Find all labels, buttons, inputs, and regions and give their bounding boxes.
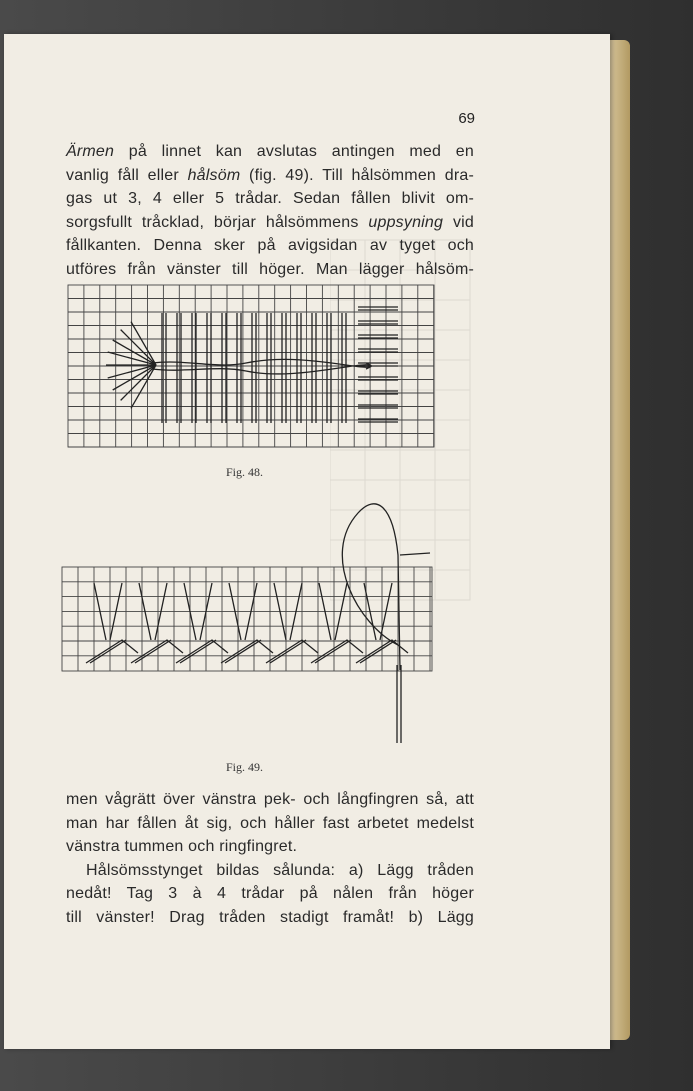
text-line bbox=[66, 164, 474, 188]
figure-48-caption: Fig. 48. bbox=[226, 465, 264, 479]
text-line bbox=[66, 211, 474, 235]
text-line: man har fållen åt sig, och håller fast arbetet medelst bbox=[66, 814, 474, 832]
text-run: vanlig fåll eller bbox=[66, 166, 188, 184]
text-line: vänstra tummen och ringfingret. bbox=[66, 838, 298, 855]
text-line bbox=[66, 187, 474, 211]
text-line bbox=[66, 140, 474, 164]
italic-term: Ärmen bbox=[66, 143, 115, 160]
italic-term: hålsöm bbox=[187, 166, 241, 184]
text-line: men vågrätt över vänstra pek- och långfingren så, att bbox=[66, 791, 474, 808]
text-run: fållkanten. Denna sker på avigsidan av tyget och bbox=[66, 237, 474, 254]
text-run: på linnet kan avslutas antingen med en bbox=[114, 143, 474, 160]
text-run: utföres från vänster till höger. Man lägger hålsöm- bbox=[66, 260, 474, 278]
figure-49-drawing bbox=[58, 495, 438, 745]
text-line bbox=[66, 258, 474, 282]
figure-49-caption: Fig. 49. bbox=[226, 760, 264, 774]
text-line bbox=[66, 234, 474, 258]
text-line: till vänster! Drag tråden stadigt framåt! b) Lägg bbox=[66, 908, 474, 926]
figure-48-drawing bbox=[66, 283, 438, 453]
text-run: sorgsfullt tråcklad, börjar hålsömmens bbox=[66, 213, 369, 231]
italic-term: uppsyning bbox=[368, 213, 444, 231]
page-number: 69 bbox=[458, 110, 475, 127]
bottom-paragraph bbox=[66, 788, 474, 929]
text-line: nedåt! Tag 3 à 4 trådar på nålen från höger bbox=[66, 885, 474, 902]
text-run: vid bbox=[443, 213, 474, 231]
text-run: gas ut 3, 4 eller 5 trådar. Sedan fållen blivit om- bbox=[66, 190, 474, 207]
text-run: (fig. 49). Till hålsömmen dra- bbox=[240, 166, 474, 184]
top-paragraph bbox=[66, 140, 474, 281]
text-line: Hålsömsstynget bildas sålunda: a) Lägg tråden bbox=[86, 861, 474, 879]
